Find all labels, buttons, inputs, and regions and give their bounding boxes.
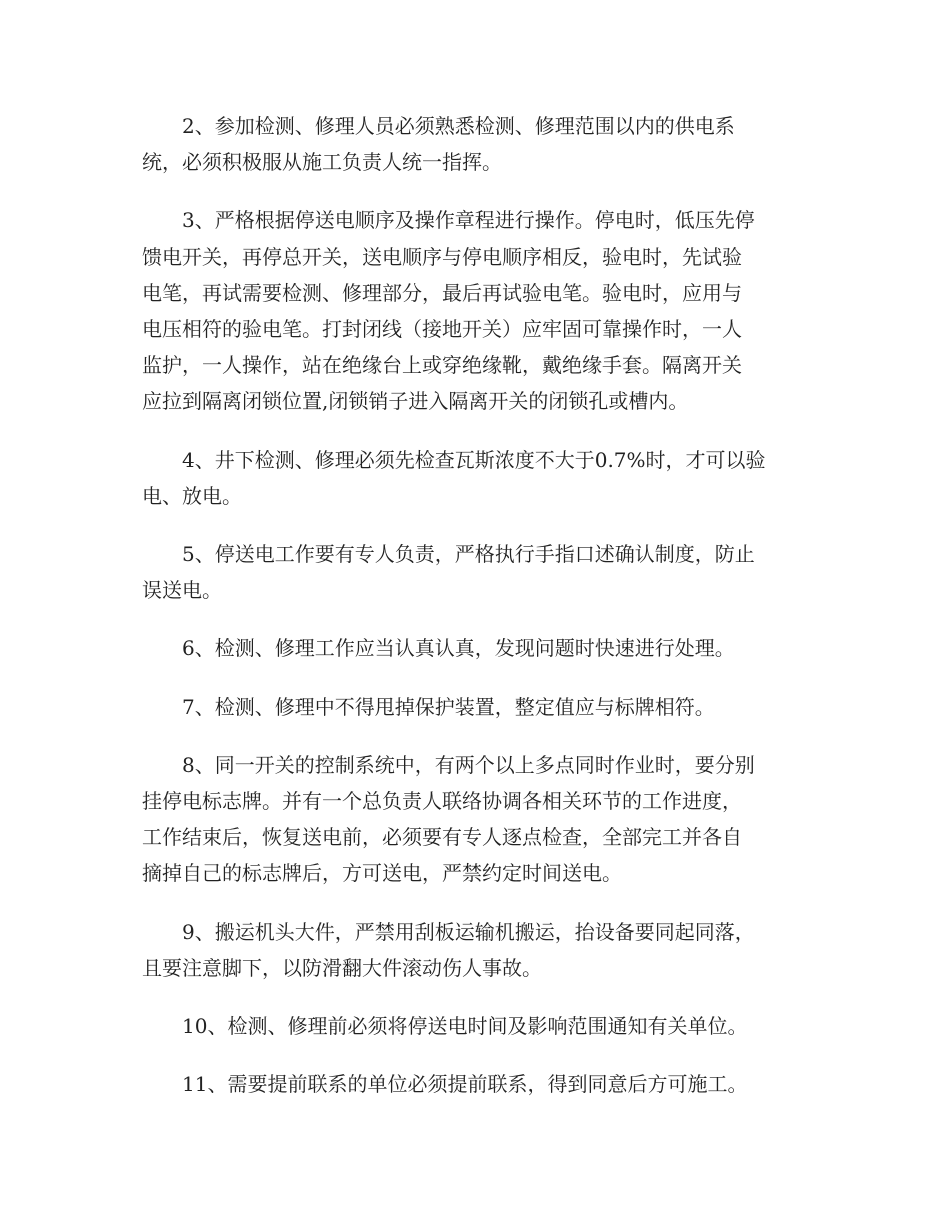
paragraph-line: 3、严格根据停送电顺序及操作章程进行操作。停电时，低压先停 (182, 208, 755, 233)
paragraph-line: 工作结束后，恢复送电前，必须要有专人逐点检查，全部完工并各自 (142, 825, 742, 850)
paragraph-line: 10、检测、修理前必须将停送电时间及影响范围通知有关单位。 (182, 1014, 748, 1039)
paragraph-item-11 (142, 1066, 810, 1102)
paragraph-line: 电笔，再试需要检测、修理部分，最后再试验电笔。验电时，应用与 (142, 280, 742, 305)
paragraph-line: 8、同一开关的控制系统中，有两个以上多点同时作业时，要分别 (182, 752, 755, 777)
paragraph-item-6 (142, 630, 810, 666)
paragraph-line: 11、需要提前联系的单位必须提前联系，得到同意后方可施工。 (182, 1072, 748, 1097)
paragraph-item-10 (142, 1008, 810, 1044)
paragraph-item-4 (142, 442, 810, 514)
paragraph-line: 电、放电。 (142, 483, 242, 508)
paragraph-line: 9、搬运机头大件，严禁用刮板运输机搬运，抬设备要同起同落， (182, 919, 755, 944)
paragraph-item-8 (142, 747, 810, 892)
paragraph-line: 监护，一人操作，站在绝缘台上或穿绝缘靴，戴绝缘手套。隔离开关 (142, 353, 742, 378)
paragraph-item-2 (142, 108, 810, 180)
paragraph-line: 馈电开关，再停总开关，送电顺序与停电顺序相反，验电时，先试验 (142, 244, 742, 269)
paragraph-line: 且要注意脚下，以防滑翻大件滚动伤人事故。 (142, 955, 542, 980)
paragraph-line: 7、检测、修理中不得甩掉保护装置，整定值应与标牌相符。 (182, 694, 715, 719)
paragraph-line: 挂停电标志牌。并有一个总负责人联络协调各相关环节的工作进度， (142, 789, 742, 814)
paragraph-item-5 (142, 536, 810, 608)
paragraph-line: 电压相符的验电笔。打封闭线（接地开关）应牢固可靠操作时，一人 (142, 317, 742, 342)
paragraph-line: 4、井下检测、修理必须先检查瓦斯浓度不大于0.7%时，才可以验 (182, 447, 766, 472)
paragraph-line: 摘掉自己的标志牌后，方可送电，严禁约定时间送电。 (142, 861, 622, 886)
paragraph-item-9 (142, 914, 810, 986)
paragraph-item-3 (142, 202, 810, 419)
paragraph-line: 6、检测、修理工作应当认真认真，发现问题时快速进行处理。 (182, 636, 735, 661)
paragraph-line: 5、停送电工作要有专人负责，严格执行手指口述确认制度，防止 (182, 542, 755, 567)
paragraph-line: 统，必须积极服从施工负责人统一指挥。 (142, 150, 502, 175)
paragraph-line: 误送电。 (142, 578, 222, 603)
paragraph-line: 应拉到隔离闭锁位置,闭锁销子进入隔离开关的闭锁孔或槽内。 (142, 389, 689, 414)
paragraph-item-7 (142, 689, 810, 725)
paragraph-line: 2、参加检测、修理人员必须熟悉检测、修理范围以内的供电系 (182, 114, 735, 138)
document-body (142, 108, 810, 1124)
